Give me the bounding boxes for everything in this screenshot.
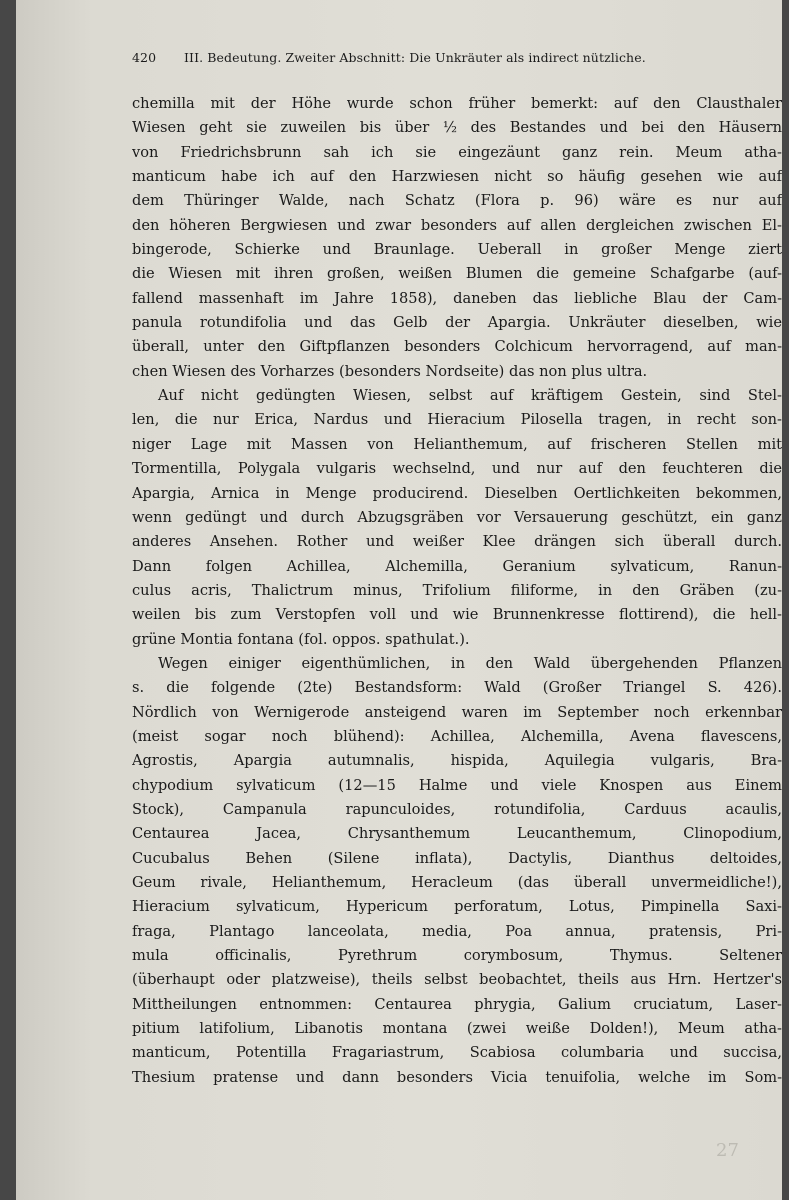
text-line: dem Thüringer Walde, nach Schatz (Flora p. 96) wäre es nur auf — [132, 192, 782, 210]
text-line: Wegen einiger eigenthümlichen, in den Wald übergehenden Pflanzen — [158, 654, 782, 672]
text-line: den höheren Bergwiesen und zwar besonders auf allen dergleichen zwischen El- — [132, 216, 782, 234]
text-line: Centaurea Jacea, Chrysanthemum Leucanthemum, Clinopodium, — [132, 825, 782, 843]
text-line: anderes Ansehen. Rother und weißer Klee drängen sich überall durch. — [132, 533, 782, 551]
text-line: von Friedrichsbrunn sah ich sie eingezäunt ganz rein. Meum atha- — [132, 143, 782, 161]
text-line: Stock), Campanula rapunculoides, rotundifolia, Carduus acaulis, — [132, 800, 782, 818]
text-line: die Wiesen mit ihren großen, weißen Blumen die gemeine Schafgarbe (auf- — [132, 265, 782, 283]
text-line: chemilla mit der Höhe wurde schon früher bemerkt: auf den Clausthaler — [132, 95, 782, 112]
text-line: Auf nicht gedüngten Wiesen, selbst auf kräftigem Gestein, sind Stel- — [158, 387, 782, 405]
text-line: Nördlich von Wernigerode ansteigend waren im September noch erkennbar — [132, 703, 782, 721]
text-line: s. die folgende (2te) Bestandsform: Wald (Großer Triangel S. 426). — [132, 679, 782, 697]
text-line: chypodium sylvaticum (12—15 Halme und viele Knospen aus Einem — [132, 776, 782, 794]
text-line: panula rotundifolia und das Gelb der Apargia. Unkräuter dieselben, wie — [132, 314, 782, 332]
text-line: grüne Montia fontana (fol. oppos. spathulat.). — [132, 630, 470, 648]
text-line: Dann folgen Achillea, Alchemilla, Geranium sylvaticum, Ranun- — [132, 557, 782, 575]
text-line: pitium latifolium, Libanotis montana (zwei weiße Dolden!), Meum atha- — [132, 1020, 782, 1038]
text-line: chen Wiesen des Vorharzes (besonders Nordseite) das non plus ultra. — [132, 362, 648, 380]
text-line: Wiesen geht sie zuweilen bis über ½ des Bestandes und bei den Häusern — [132, 119, 782, 137]
text-line: (überhaupt oder platzweise), theils selbst beobachtet, theils aus Hrn. Hertzer's — [132, 971, 782, 989]
text-line: wenn gedüngt und durch Abzugsgräben vor Versauerung geschützt, ein ganz — [132, 508, 782, 526]
running-head — [132, 50, 692, 65]
text-line: Geum rivale, Helianthemum, Heracleum (das überall unvermeidliche!), — [132, 874, 782, 891]
text-line: Hieracium sylvaticum, Hypericum perforatum, Lotus, Pimpinella Saxi- — [132, 898, 782, 916]
text-line: niger Lage mit Massen von Helianthemum, auf frischeren Stellen mit — [132, 435, 782, 453]
text-line: überall, unter den Giftpflanzen besonders Colchicum hervorragend, auf man- — [132, 338, 782, 356]
page-number: 420 — [132, 50, 157, 65]
text-line: (meist sogar noch blühend): Achillea, Alchemilla, Avena flavescens, — [132, 727, 782, 745]
running-title: III. Bedeutung. Zweiter Abschnitt: Die Unkräuter als indirect nützliche. — [184, 50, 646, 65]
text-line: bingerode, Schierke und Braunlage. Ueberall in großer Menge ziert — [132, 241, 782, 259]
book-page — [16, 0, 782, 1200]
text-line: manticum, Potentilla Fragariastrum, Scabiosa columbaria und succisa, — [132, 1044, 782, 1062]
faint-page-mark: 27 — [716, 1140, 739, 1161]
text-line: Mittheilungen entnommen: Centaurea phrygia, Galium cruciatum, Laser- — [132, 995, 782, 1013]
text-line: weilen bis zum Verstopfen voll und wie Brunnenkresse flottirend), die hell- — [132, 606, 782, 624]
text-line: fraga, Plantago lanceolata, media, Poa annua, pratensis, Pri- — [132, 922, 782, 940]
text-line: manticum habe ich auf den Harzwiesen nicht so häufig gesehen wie auf — [132, 168, 782, 186]
text-line: len, die nur Erica, Nardus und Hieracium Pilosella tragen, in recht son- — [132, 411, 782, 429]
body-text — [132, 92, 782, 1090]
text-line: Agrostis, Apargia autumnalis, hispida, Aquilegia vulgaris, Bra- — [132, 752, 782, 770]
text-line: culus acris, Thalictrum minus, Trifolium filiforme, in den Gräben (zu- — [132, 581, 782, 599]
text-line: Tormentilla, Polygala vulgaris wechselnd, und nur auf den feuchteren die — [132, 460, 782, 478]
text-line: mula officinalis, Pyrethrum corymbosum, Thymus. Seltener — [132, 947, 782, 965]
text-line: Cucubalus Behen (Silene inflata), Dactylis, Dianthus deltoides, — [132, 849, 782, 867]
text-line: fallend massenhaft im Jahre 1858), daneben das liebliche Blau der Cam- — [132, 289, 782, 307]
text-line: Thesium pratense und dann besonders Vicia tenuifolia, welche im Som- — [132, 1068, 782, 1086]
text-line: Apargia, Arnica in Menge producirend. Dieselben Oertlichkeiten bekommen, — [132, 484, 782, 502]
